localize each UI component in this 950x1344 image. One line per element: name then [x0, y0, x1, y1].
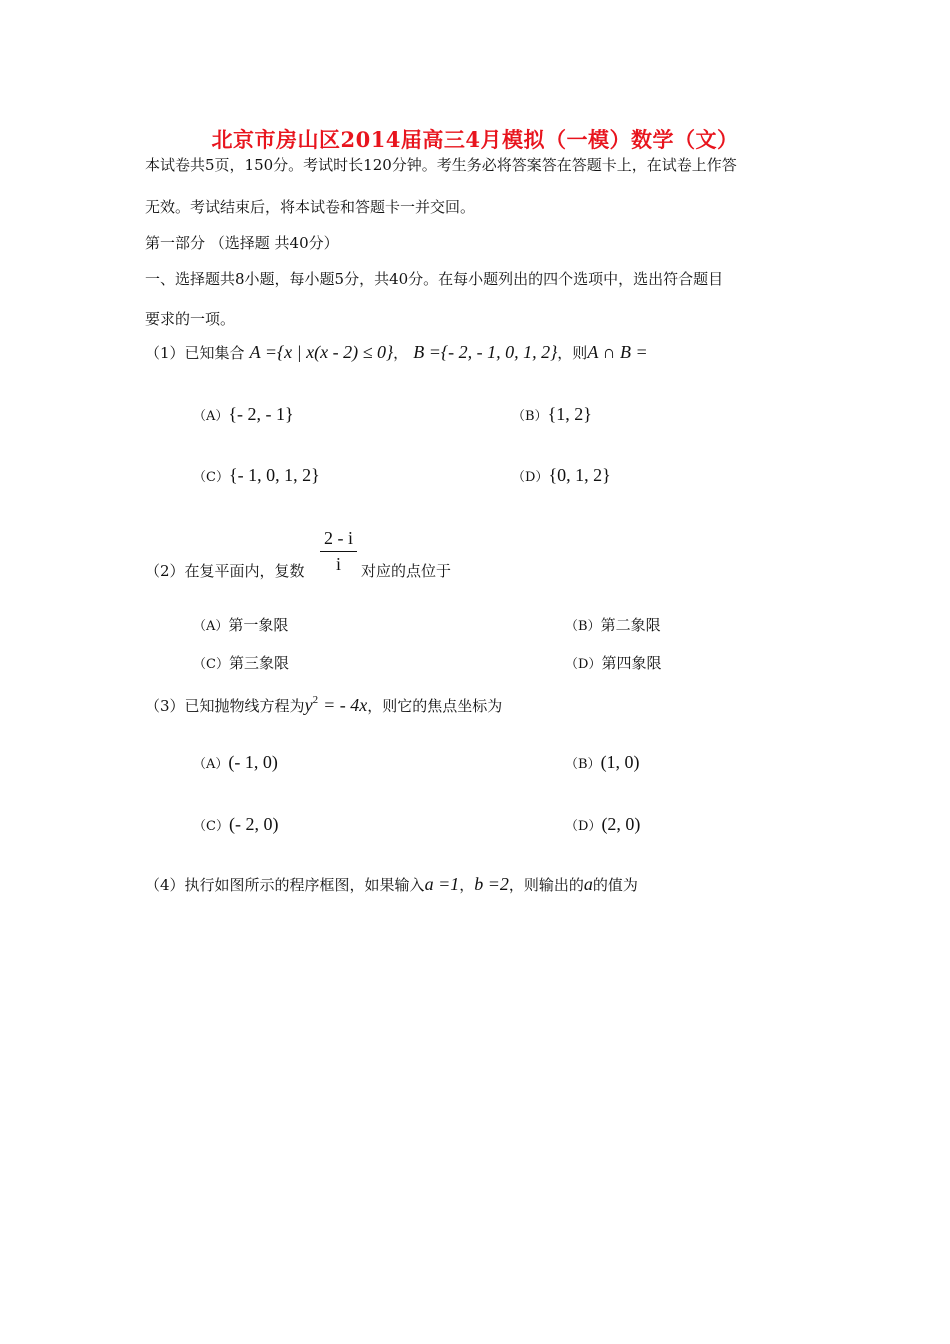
fraction-denominator: i — [335, 554, 341, 574]
option-value: (- 1, 0) — [228, 752, 278, 772]
q2-option-a[interactable] — [193, 614, 288, 635]
question-text: 已知抛物线方程为 — [184, 697, 305, 715]
option-label: （B） — [565, 757, 601, 772]
question-number: （1） — [145, 344, 185, 362]
question-text-mid: ，则输出的 — [508, 876, 584, 894]
part-heading: 第一部分 （选择题 共40分） — [145, 234, 339, 252]
separator: ， — [459, 876, 475, 894]
question-text-then: ，则 — [557, 344, 588, 362]
set-b-definition: B ={- 2, - 1, 0, 1, 2} — [413, 342, 558, 362]
parabola-y: y — [304, 695, 313, 715]
question-number: （2） — [145, 562, 185, 580]
intro-line-1: 本试卷共5页，150分。考试时长120分钟。考生务必将答案答在答题卡上，在试卷上作答 — [145, 156, 737, 174]
option-value: {- 2, - 1} — [228, 404, 294, 424]
output-variable: a — [583, 874, 593, 894]
option-label: （D） — [565, 819, 602, 834]
option-label: （C） — [193, 819, 229, 834]
instructions-line-1: 一、选择题共8小题，每小题5分，共40分。在每小题列出的四个选项中，选出符合题目 — [145, 270, 724, 288]
fraction-numerator: 2 - i — [324, 528, 353, 548]
question-text-suffix: ，则它的焦点坐标为 — [367, 697, 503, 715]
page-title: 北京市房山区2014届高三4月模拟（一模）数学（文） — [211, 127, 739, 152]
intersection-expression: A ∩ B = — [587, 342, 648, 362]
q3-option-a[interactable] — [193, 752, 278, 773]
input-b-equation: b =2 — [474, 874, 509, 894]
question-text: 执行如图所示的程序框图，如果输入 — [184, 876, 425, 894]
question-text-suffix: 的值为 — [592, 876, 638, 894]
option-value: {- 1, 0, 1, 2} — [228, 465, 320, 485]
q3-option-c[interactable] — [193, 814, 278, 835]
option-value: 第二象限 — [600, 616, 661, 634]
option-label: （A） — [193, 619, 229, 634]
question-3-stem — [145, 694, 502, 716]
q2-option-c[interactable] — [193, 652, 289, 673]
exponent: 2 — [312, 694, 319, 706]
option-label: （C） — [193, 470, 229, 485]
option-value: (2, 0) — [601, 814, 641, 834]
option-label: （B） — [512, 409, 548, 424]
q1-option-b[interactable] — [512, 404, 592, 425]
question-2-stem — [145, 560, 305, 581]
q1-option-a[interactable] — [193, 404, 294, 425]
fraction-bar — [320, 551, 357, 552]
option-value: 第三象限 — [228, 654, 289, 672]
question-2-suffix: 对应的点位于 — [361, 562, 452, 580]
option-label: （A） — [193, 757, 229, 772]
option-label: （B） — [565, 619, 601, 634]
set-a-definition: A ={x | x(x - 2) ≤ 0} — [249, 342, 394, 362]
intro-line-2: 无效。考试结束后，将本试卷和答题卡一并交回。 — [145, 198, 476, 216]
question-number: （4） — [145, 876, 185, 894]
question-4-stem — [145, 874, 638, 895]
q2-option-b[interactable] — [565, 614, 661, 635]
question-text: 已知集合 — [184, 344, 245, 362]
option-label: （A） — [193, 409, 229, 424]
q2-option-d[interactable] — [565, 652, 661, 673]
instructions-line-2: 要求的一项。 — [145, 310, 236, 328]
input-a-equation: a =1 — [424, 874, 460, 894]
option-value: {1, 2} — [547, 404, 592, 424]
option-label: （D） — [512, 470, 549, 485]
question-text: 在复平面内，复数 — [184, 562, 305, 580]
q1-option-d[interactable] — [512, 465, 611, 486]
q3-option-d[interactable] — [565, 814, 640, 835]
separator: ， — [393, 344, 409, 362]
option-value: (- 2, 0) — [228, 814, 279, 834]
option-value: {0, 1, 2} — [548, 465, 611, 485]
complex-fraction — [320, 528, 357, 575]
parabola-equation: = - 4x — [323, 695, 368, 715]
option-label: （C） — [193, 657, 229, 672]
option-label: （D） — [565, 657, 602, 672]
option-value: 第四象限 — [601, 654, 662, 672]
question-number: （3） — [145, 697, 185, 715]
q1-option-c[interactable] — [193, 465, 320, 486]
option-value: 第一象限 — [228, 616, 289, 634]
question-1-stem — [145, 342, 648, 363]
q3-option-b[interactable] — [565, 752, 640, 773]
option-value: (1, 0) — [600, 752, 640, 772]
